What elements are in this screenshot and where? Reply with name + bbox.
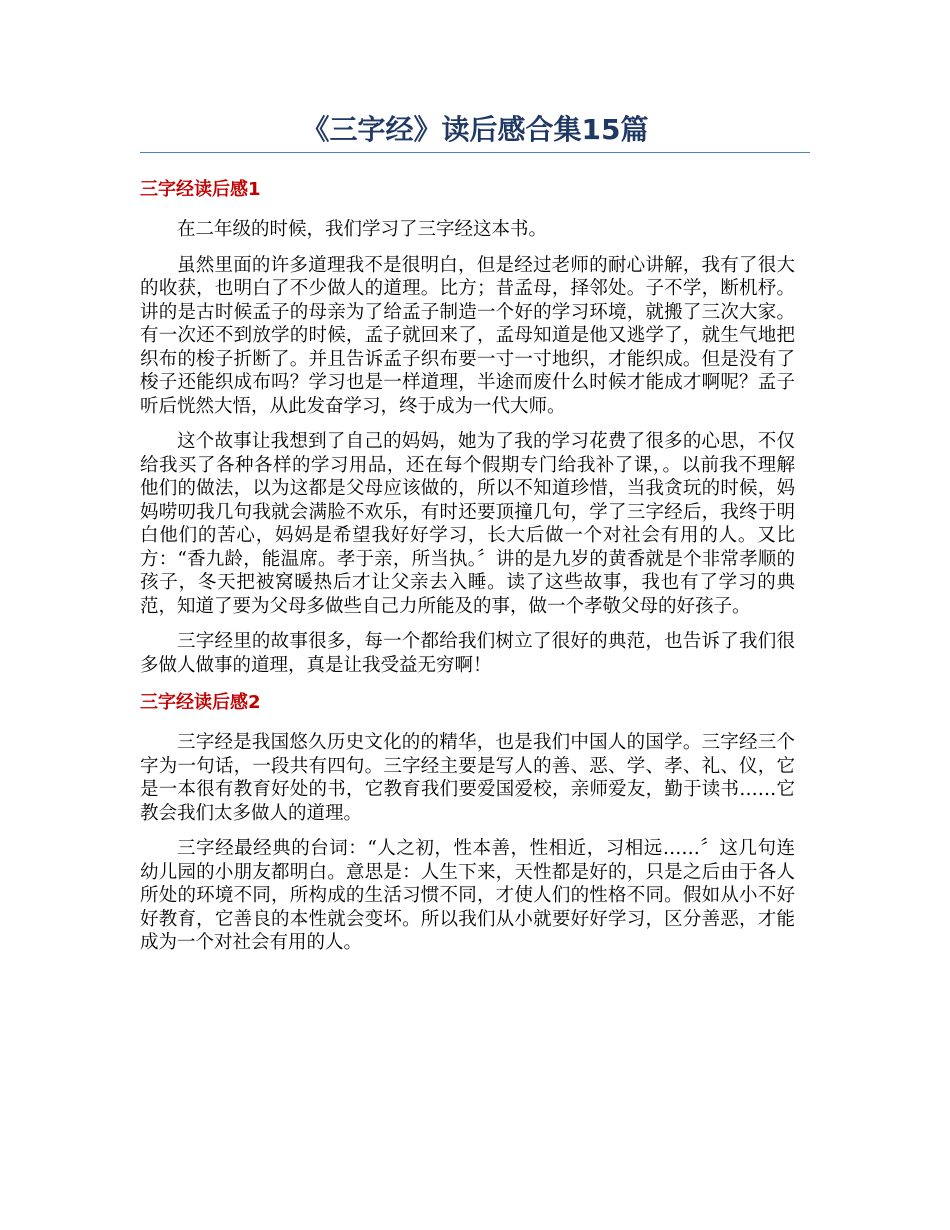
paragraph: 这个故事让我想到了自己的妈妈，她为了我的学习花费了很多的心思，不仅给我买了各种各样的学习用品，还在每个假期专门给我补了课，。以前我不理解他们的做法，以为这都是父母应该做的，所以不知道珍惜，当我贪玩的时候，妈妈唠叨我几句我就会满脸不欢乐，有时还要顶撞几句，学了三字经后，我终于明白他们的苦心，妈妈是希望我好好学习，长大后做一个对社会有用的人。又比方：“香九龄，能温席。孝于亲，所当执。〞讲的是九岁的黄香就是个非常孝顺的孩子，冬天把被窝暖热后才让父亲去入睡。读了这些故事，我也有了学习的典范，知道了要为父母多做些自己力所能及的事，做一个孝敬父母的好孩子。: [140, 431, 795, 617]
document-body: [140, 176, 795, 967]
section-2: [140, 689, 795, 955]
section-heading: 三字经读后感2: [140, 692, 261, 713]
paragraph: 三字经是我国悠久历史文化的的精华，也是我们中国人的国学。三字经三个字为一句话，一段共有四句。三字经主要是写人的善、恶、学、孝、礼、仪，它是一本很有教育好处的书，它教育我们要爱国爱校，亲师爱友，勤于读书……它教会我们太多做人的道理。: [140, 732, 795, 824]
section-1: [140, 176, 795, 677]
paragraph: 三字经里的故事很多，每一个都给我们树立了很好的典范，也告诉了我们很多做人做事的道理，真是让我受益无穷啊！: [140, 631, 795, 676]
section-heading: 三字经读后感1: [140, 179, 261, 200]
paragraph: 在二年级的时候，我们学习了三字经这本书。: [177, 219, 548, 240]
paragraph: 虽然里面的许多道理我不是很明白，但是经过老师的耐心讲解，我有了很大的收获，也明白了不少做人的道理。比方；昔孟母，择邻处。子不学，断机杼。讲的是古时候孟子的母亲为了给孟子制造一个好的学习环境，就搬了三次大家。有一次还不到放学的时候，孟子就回来了，孟母知道是他又逃学了，就生气地把织布的梭子折断了。并且告诉孟子织布要一寸一寸地织，才能织成。但是没有了梭子还能织成布吗？学习也是一样道理，半途而废什么时候才能成才啊呢？孟子听后恍然大悟，从此发奋学习，终于成为一代大师。: [140, 254, 795, 417]
paragraph: 三字经最经典的台词：“人之初，性本善，性相近，习相远……〞这几句连幼儿园的小朋友都明白。意思是：人生下来，天性都是好的，只是之后由于各人所处的环境不同，所构成的生活习惯不同，才使人们的性格不同。假如从小不好好教育，它善良的本性就会变坏。所以我们从小就要好好学习，区分善恶，才能成为一个对社会有用的人。: [140, 838, 795, 953]
title-underline: [140, 152, 810, 153]
document-title: 《三字经》读后感合集15篇: [301, 113, 649, 146]
